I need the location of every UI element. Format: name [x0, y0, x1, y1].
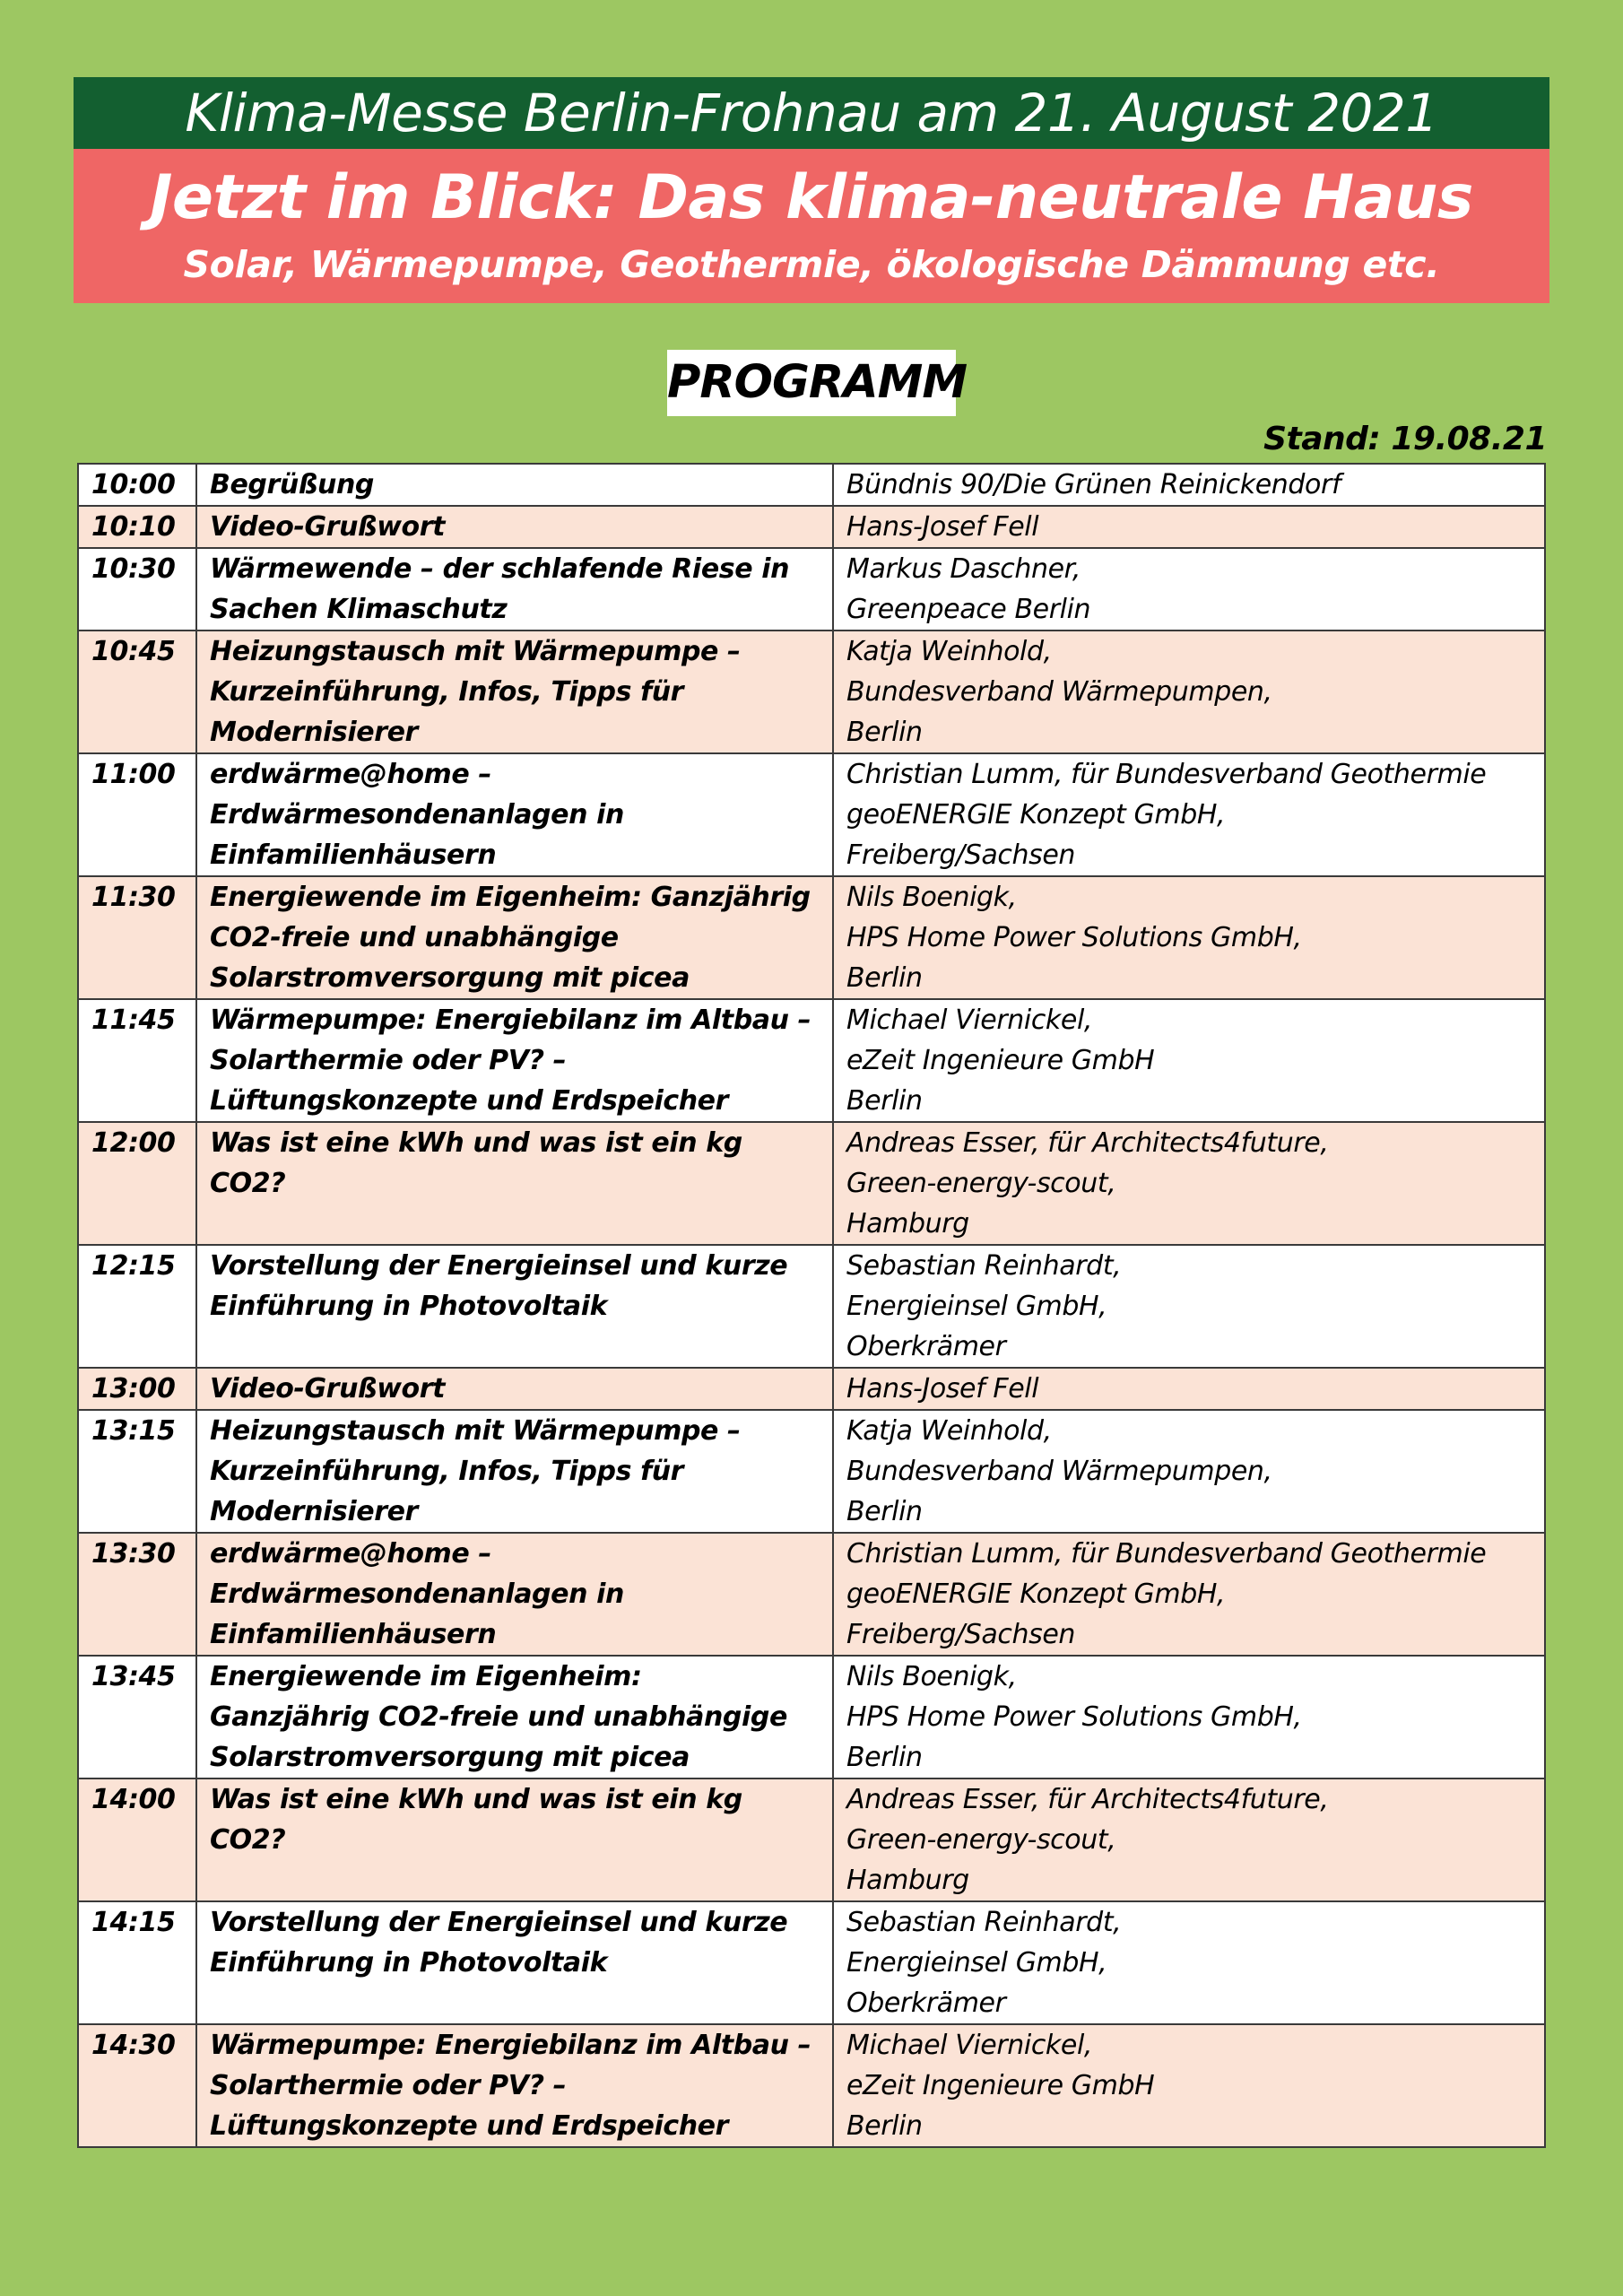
time-cell: 10:45 [78, 631, 196, 753]
headline-banner [74, 149, 1549, 303]
event-title: Klima-Messe Berlin-Frohnau am 21. August 2021 [185, 83, 1438, 144]
time-cell: 13:45 [78, 1656, 196, 1779]
table-row [78, 1368, 1545, 1410]
topic-cell: Vorstellung der Energieinsel und kurze Einführung in Photovoltaik [196, 1901, 833, 2024]
topic-cell: Wärmewende – der schlafende Riese in Sachen Klimaschutz [196, 548, 833, 631]
speaker-cell: Katja Weinhold, Bundesverband Wärmepumpen, Berlin [833, 631, 1545, 753]
time-cell: 14:30 [78, 2024, 196, 2147]
table-row [78, 1122, 1545, 1245]
headline: Jetzt im Blick: Das klima-neutrale Haus [150, 162, 1473, 233]
topic-cell: Begrüßung [196, 464, 833, 506]
table-row [78, 2024, 1545, 2147]
time-cell: 11:00 [78, 753, 196, 876]
speaker-cell: Michael Viernickel, eZeit Ingenieure GmbH Berlin [833, 2024, 1545, 2147]
speaker-cell: Michael Viernickel, eZeit Ingenieure GmbH Berlin [833, 999, 1545, 1122]
speaker-cell: Nils Boenigk, HPS Home Power Solutions GmbH, Berlin [833, 1656, 1545, 1779]
topic-cell: Video-Grußwort [196, 1368, 833, 1410]
table-row [78, 1901, 1545, 2024]
table-row [78, 548, 1545, 631]
stand-date: Stand: 19.08.21 [1263, 421, 1547, 457]
event-banner [74, 77, 1549, 149]
table-row [78, 631, 1545, 753]
time-cell: 13:00 [78, 1368, 196, 1410]
speaker-cell: Andreas Esser, für Architects4future, Green-energy-scout, Hamburg [833, 1122, 1545, 1245]
topic-cell: Vorstellung der Energieinsel und kurze Einführung in Photovoltaik [196, 1245, 833, 1368]
speaker-cell: Sebastian Reinhardt, Energieinsel GmbH, Oberkrämer [833, 1901, 1545, 2024]
time-cell: 14:15 [78, 1901, 196, 2024]
table-row [78, 1656, 1545, 1779]
subline: Solar, Wärmepumpe, Geothermie, ökologische Dämmung etc. [183, 243, 1440, 286]
table-row [78, 464, 1545, 506]
topic-cell: Energiewende im Eigenheim: Ganzjährig CO2-freie und unabhängige Solarstromversorgung mit picea [196, 876, 833, 999]
speaker-cell: Nils Boenigk, HPS Home Power Solutions GmbH, Berlin [833, 876, 1545, 999]
speaker-cell: Katja Weinhold, Bundesverband Wärmepumpen, Berlin [833, 1410, 1545, 1533]
topic-cell: Was ist eine kWh und was ist ein kg CO2? [196, 1122, 833, 1245]
time-cell: 10:00 [78, 464, 196, 506]
topic-cell: erdwärme@home – Erdwärmesondenanlagen in Einfamilienhäusern [196, 1533, 833, 1656]
table-row [78, 1779, 1545, 1901]
table-row [78, 1245, 1545, 1368]
table-row [78, 506, 1545, 548]
topic-cell: Heizungstausch mit Wärmepumpe – Kurzeinführung, Infos, Tipps für Modernisierer [196, 631, 833, 753]
topic-cell: Video-Grußwort [196, 506, 833, 548]
speaker-cell: Hans-Josef Fell [833, 1368, 1545, 1410]
topic-cell: Wärmepumpe: Energiebilanz im Altbau – Solarthermie oder PV? – Lüftungskonzepte und Erdspeicher [196, 2024, 833, 2147]
schedule-body [78, 464, 1545, 2147]
time-cell: 12:00 [78, 1122, 196, 1245]
time-cell: 11:30 [78, 876, 196, 999]
time-cell: 11:45 [78, 999, 196, 1122]
time-cell: 14:00 [78, 1779, 196, 1901]
time-cell: 13:30 [78, 1533, 196, 1656]
speaker-cell: Andreas Esser, für Architects4future, Green-energy-scout, Hamburg [833, 1779, 1545, 1901]
topic-cell: Heizungstausch mit Wärmepumpe – Kurzeinführung, Infos, Tipps für Modernisierer [196, 1410, 833, 1533]
table-row [78, 876, 1545, 999]
topic-cell: Was ist eine kWh und was ist ein kg CO2? [196, 1779, 833, 1901]
speaker-cell: Bündnis 90/Die Grünen Reinickendorf [833, 464, 1545, 506]
time-cell: 10:10 [78, 506, 196, 548]
schedule-table [77, 463, 1546, 2148]
table-row [78, 753, 1545, 876]
time-cell: 12:15 [78, 1245, 196, 1368]
table-row [78, 999, 1545, 1122]
topic-cell: erdwärme@home – Erdwärmesondenanlagen in Einfamilienhäusern [196, 753, 833, 876]
speaker-cell: Christian Lumm, für Bundesverband Geothermie geoENERGIE Konzept GmbH, Freiberg/Sachsen [833, 753, 1545, 876]
speaker-cell: Markus Daschner, Greenpeace Berlin [833, 548, 1545, 631]
speaker-cell: Hans-Josef Fell [833, 506, 1545, 548]
time-cell: 10:30 [78, 548, 196, 631]
program-title: PROGRAMM [667, 350, 956, 416]
table-row [78, 1533, 1545, 1656]
topic-cell: Energiewende im Eigenheim: Ganzjährig CO2-freie und unabhängige Solarstromversorgung mit picea [196, 1656, 833, 1779]
speaker-cell: Sebastian Reinhardt, Energieinsel GmbH, Oberkrämer [833, 1245, 1545, 1368]
topic-cell: Wärmepumpe: Energiebilanz im Altbau – Solarthermie oder PV? – Lüftungskonzepte und Erdspeicher [196, 999, 833, 1122]
time-cell: 13:15 [78, 1410, 196, 1533]
speaker-cell: Christian Lumm, für Bundesverband Geothermie geoENERGIE Konzept GmbH, Freiberg/Sachsen [833, 1533, 1545, 1656]
table-row [78, 1410, 1545, 1533]
